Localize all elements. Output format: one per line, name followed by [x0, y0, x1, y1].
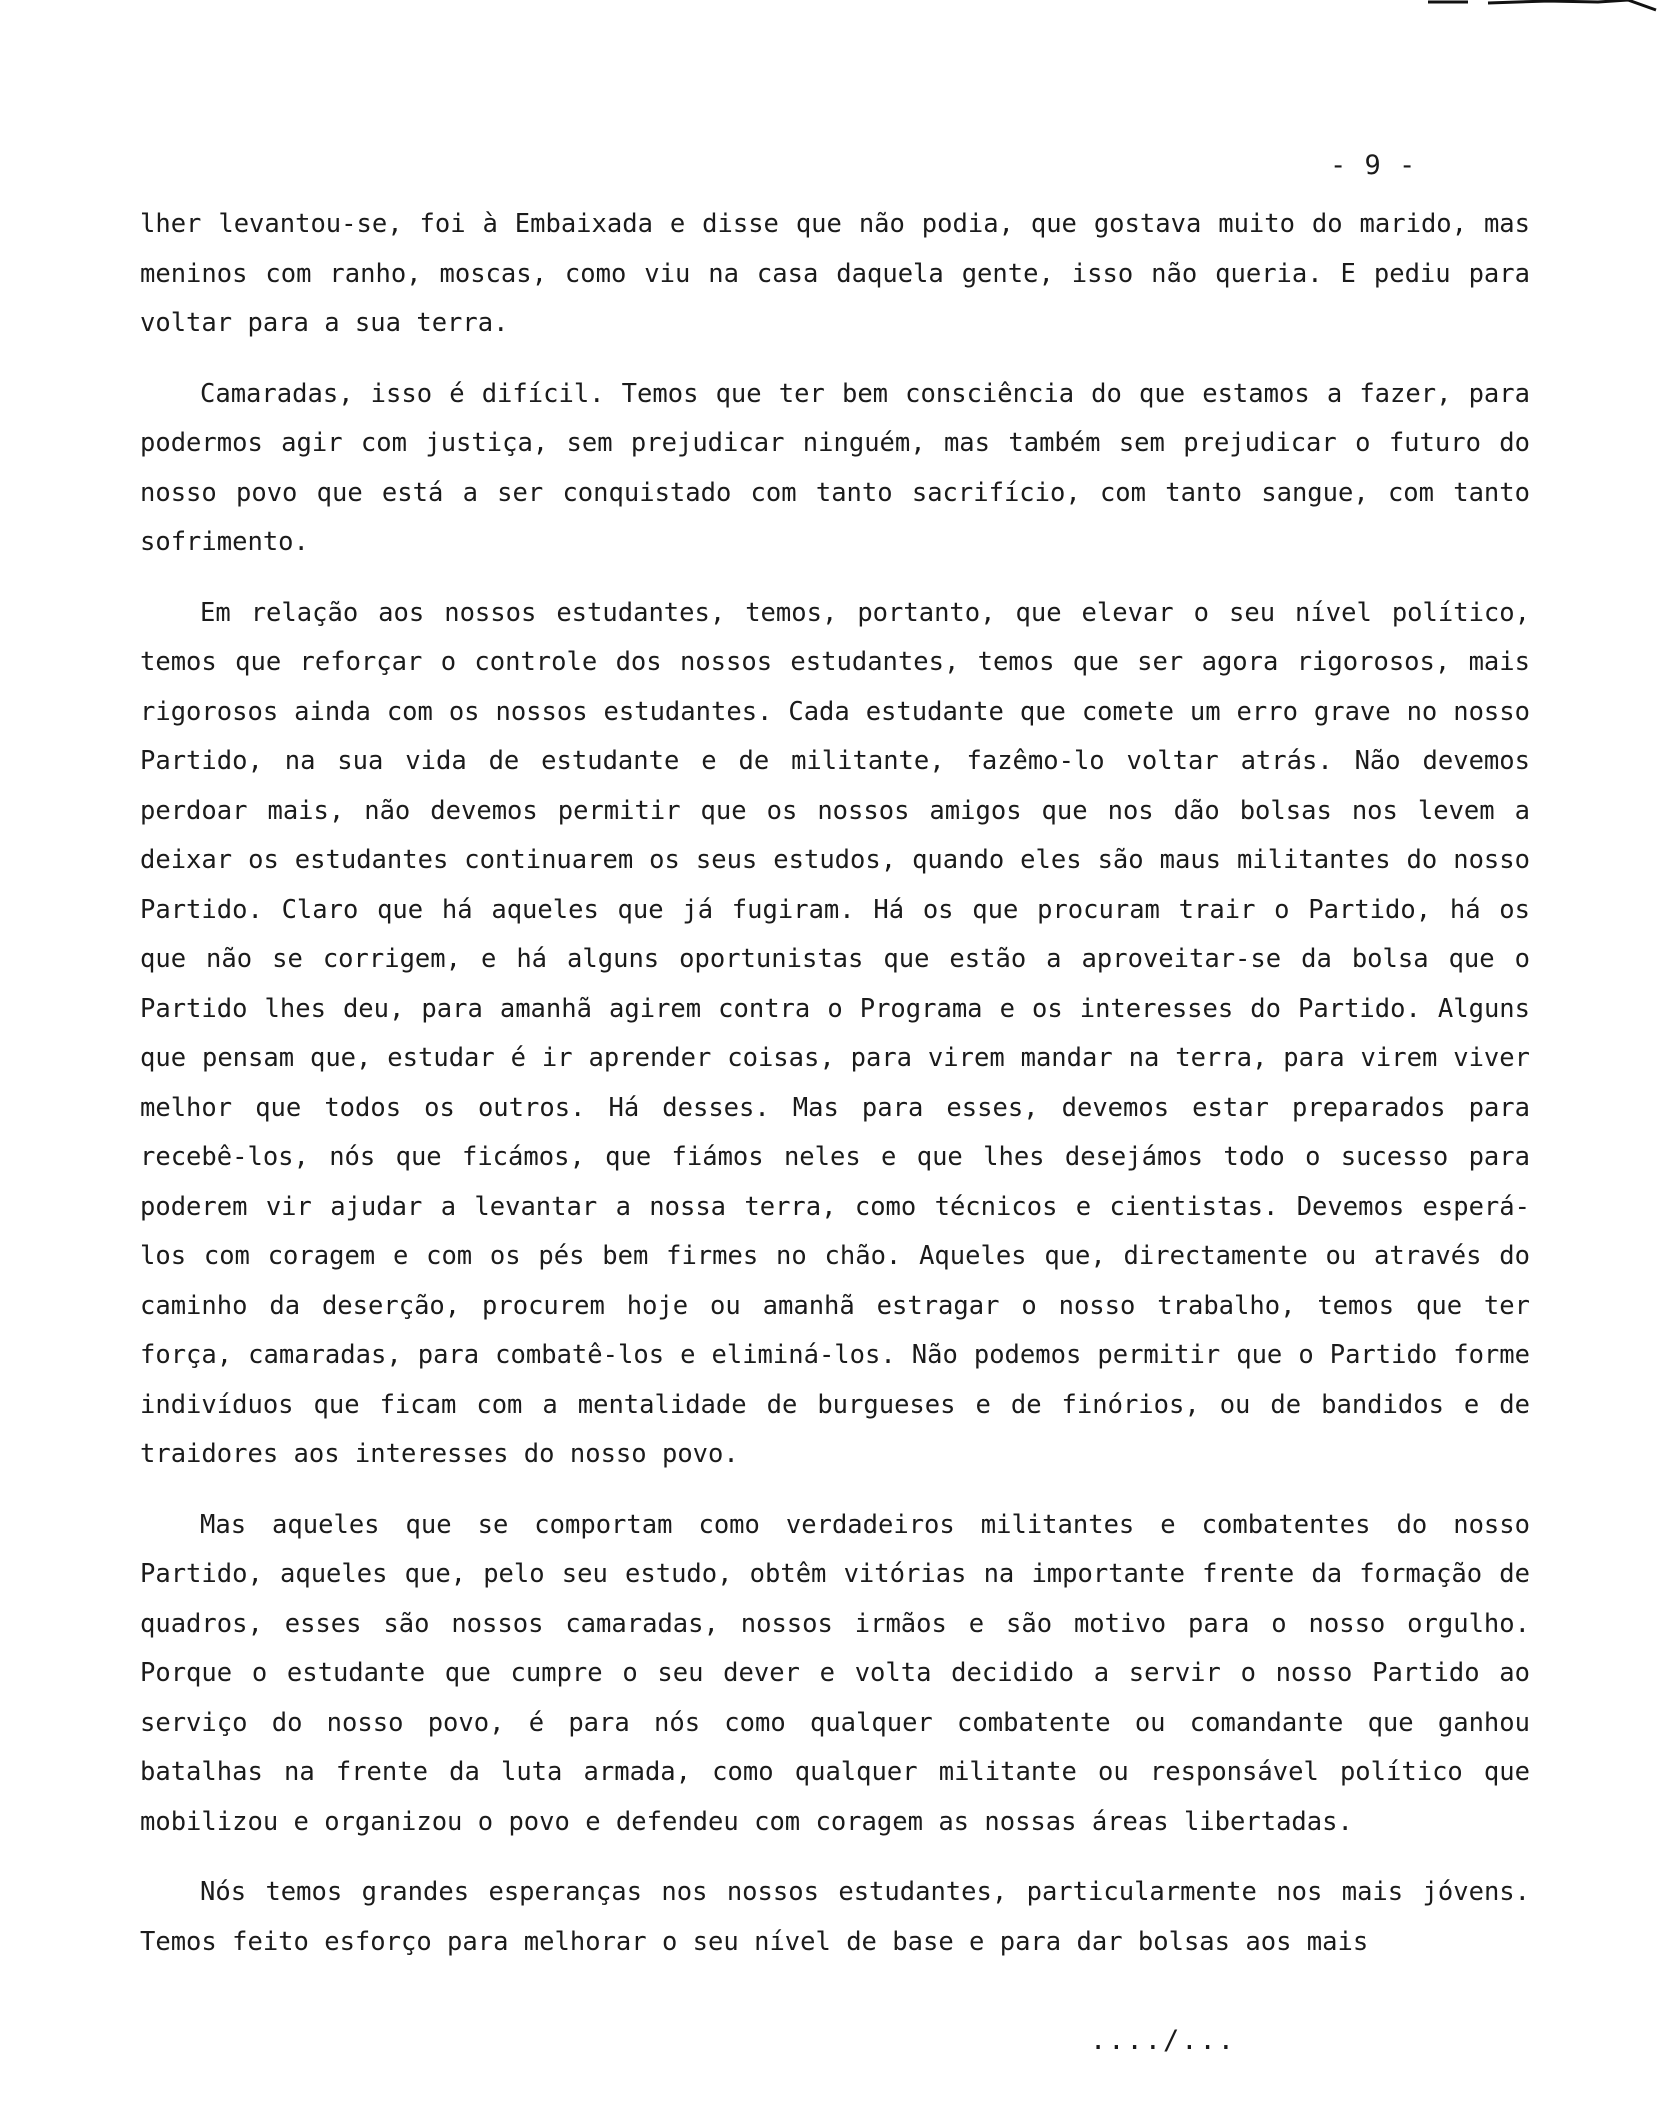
scan-edge-mark [1428, 0, 1658, 14]
paragraph-2: Camaradas, isso é difícil. Temos que ter bem consciência do que estamos a fazer, para podermos agir com justiça, sem prejudicar ninguém, mas também sem prejudicar o futuro do nosso povo que está a ser conquistado com tanto sacrifício, com tanto sangue, com tanto sofrimento. [140, 378, 1530, 557]
page-number: - 9 - [1330, 150, 1417, 181]
body-text [140, 200, 1530, 1988]
paragraph-4: Mas aqueles que se comportam como verdadeiros militantes e combatentes do nosso Partido, aqueles que, pelo seu estudo, obtêm vitórias na importante frente da formação de quadros, esses são nossos camaradas, nossos irmãos e são motivo para o nosso orgulho. Porque o estudante que cumpre o seu dever e volta decidido a servir o nosso Partido ao serviço do nosso povo, é para nós como qualquer combatente ou comandante que ganhou batalhas na frente da luta armada, como qualquer militante ou responsável político que mobilizou e organizou o povo e defendeu com coragem as nossas áreas libertadas. [140, 1509, 1530, 1837]
paragraph-3: Em relação aos nossos estudantes, temos, portanto, que elevar o seu nível político, temos que reforçar o controle dos nossos estudantes, temos que ser agora rigorosos, mais rigorosos ainda com os nossos estudantes. Cada estudante que comete um erro grave no nosso Partido, na sua vida de estudante e de militante, fazêmo-lo voltar atrás. Não devemos perdoar mais, não devemos permitir que os nossos amigos que nos dão bolsas nos levem a deixar os estudantes continuarem os seus estudos, quando eles são maus militantes do nosso Partido. Claro que há aqueles que já fugiram. Há os que procuram trair o Partido, há os que não se corrigem, e há alguns oportunistas que estão a aproveitar-se da bolsa que o Partido lhes deu, para amanhã agirem contra o Programa e os interesses do Partido. Alguns que pensam que, estudar é ir aprender coisas, para virem mandar na terra, para virem viver melhor que todos os outros. Há desses. Mas para esses, devemos estar preparados para recebê-los, nós que ficámos, que fiámos neles e que lhes desejámos todo o sucesso para poderem vir ajudar a levantar a nossa terra, como técnicos e cientistas. Devemos esperá-los com coragem e com os pés bem firmes no chão. Aqueles que, directamente ou através do caminho da deserção, procurem hoje ou amanhã estragar o nosso trabalho, temos que ter força, camaradas, para combatê-los e eliminá-los. Não podemos permitir que o Partido forme indivíduos que ficam com a mentalidade de burgueses e de finórios, ou de bandidos e de traidores aos interesses do nosso povo. [140, 597, 1530, 1469]
paragraph-1: lher levantou-se, foi à Embaixada e disse que não podia, que gostava muito do marido, mas meninos com ranho, moscas, como viu na casa daquela gente, isso não queria. E pediu para voltar para a sua terra. [140, 209, 1530, 338]
paragraph-5: Nós temos grandes esperanças nos nossos estudantes, particularmente nos mais jóvens. Temos feito esforço para melhorar o seu nível de base e para dar bolsas aos mais [140, 1877, 1530, 1957]
continuation-mark: ..../... [1090, 2025, 1237, 2056]
